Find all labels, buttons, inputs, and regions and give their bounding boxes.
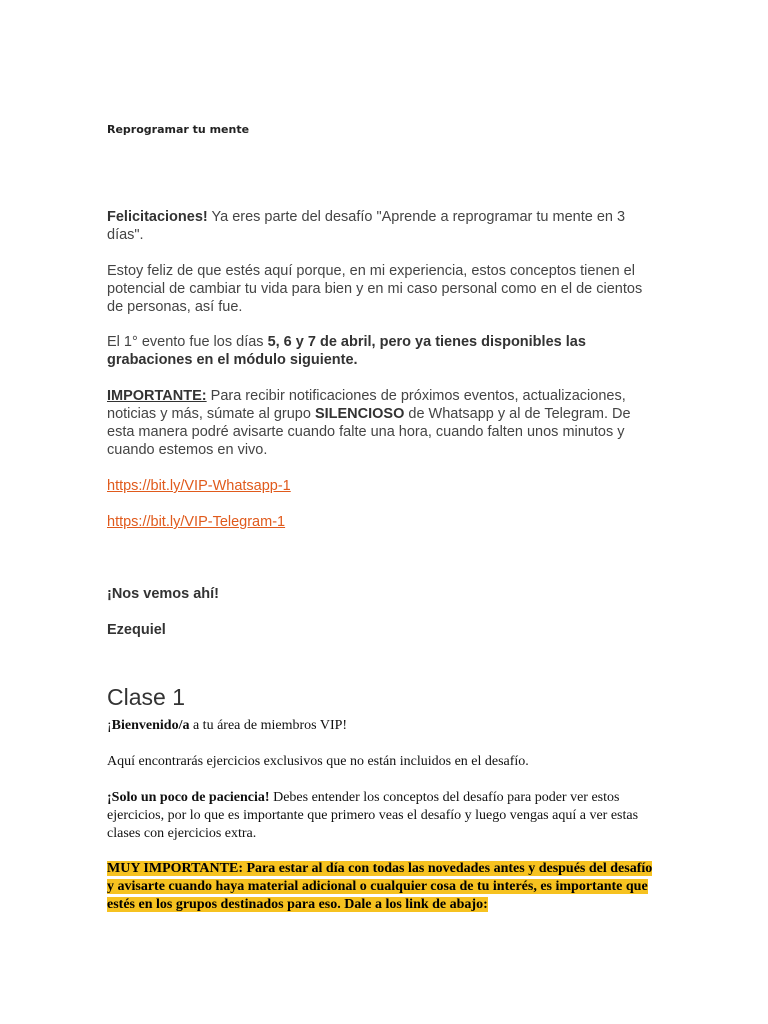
signature-text: Ezequiel bbox=[107, 622, 166, 638]
muy-importante-paragraph bbox=[107, 860, 662, 914]
aqui-paragraph: Aquí encontrarás ejercicios exclusivos que no están incluidos en el desafío. bbox=[107, 754, 529, 769]
felicitaciones-bold: Felicitaciones! bbox=[107, 209, 208, 225]
felicitaciones-paragraph bbox=[107, 208, 657, 244]
paciencia-paragraph bbox=[107, 789, 662, 843]
nos-vemos-text: ¡Nos vemos ahí! bbox=[107, 586, 219, 602]
importante-paragraph bbox=[107, 387, 655, 459]
importante-text-1: Para recibir notificaciones de próximos eventos, actualizaciones, noticias y más, súmate al grupo bbox=[107, 388, 626, 422]
whatsapp-link-paragraph bbox=[107, 477, 291, 495]
bienvenido-paragraph bbox=[107, 717, 347, 735]
whatsapp-link[interactable]: https://bit.ly/VIP-Whatsapp-1 bbox=[107, 478, 291, 494]
bienvenido-prefix: ¡ bbox=[107, 718, 112, 733]
telegram-link[interactable]: https://bit.ly/VIP-Telegram-1 bbox=[107, 514, 286, 530]
evento-paragraph bbox=[107, 333, 617, 369]
document-title: Reprogramar tu mente bbox=[107, 123, 250, 136]
paciencia-text: Debes entender los conceptos del desafío para poder ver estos ejercicios, por lo que es importante que primero veas el desafío y luego vengas aquí a ver estas clases con ejercicios extra. bbox=[107, 790, 639, 841]
evento-bold: 5, 6 y 7 de abril, pero ya tienes disponibles las grabaciones en el módulo siguiente. bbox=[107, 334, 586, 368]
feliz-paragraph: Estoy feliz de que estés aquí porque, en mi experiencia, estos conceptos tienen el potencial de cambiar tu vida para bien y en mi caso personal como en el de cientos de personas, así fue. bbox=[107, 263, 643, 315]
silencioso-bold: SILENCIOSO bbox=[314, 406, 405, 422]
clase-heading: Clase 1 bbox=[107, 684, 185, 710]
importante-text-2: de Whatsapp y al de Telegram. De esta manera podré avisarte cuando falte una hora, cuando falten unos minutos y cuando estemos en vivo. bbox=[107, 406, 631, 458]
paciencia-bold: ¡Solo un poco de paciencia! bbox=[107, 790, 270, 805]
muy-importante-highlight: MUY IMPORTANTE: Para estar al día con todas las novedades antes y después del desafío y avisarte cuando haya material adicional o cualquier cosa de tu interés, es importante que estés en los grupos destinados para eso. Dale a los link de abajo: bbox=[107, 861, 653, 912]
bienvenido-bold: Bienvenido/a bbox=[111, 718, 190, 733]
bienvenido-text: a tu área de miembros VIP! bbox=[189, 718, 348, 733]
evento-text: El 1° evento fue los días bbox=[107, 334, 268, 350]
felicitaciones-text: Ya eres parte del desafío "Aprende a reprogramar tu mente en 3 días". bbox=[107, 209, 626, 243]
telegram-link-paragraph bbox=[107, 513, 285, 531]
importante-label: IMPORTANTE: bbox=[107, 388, 207, 404]
